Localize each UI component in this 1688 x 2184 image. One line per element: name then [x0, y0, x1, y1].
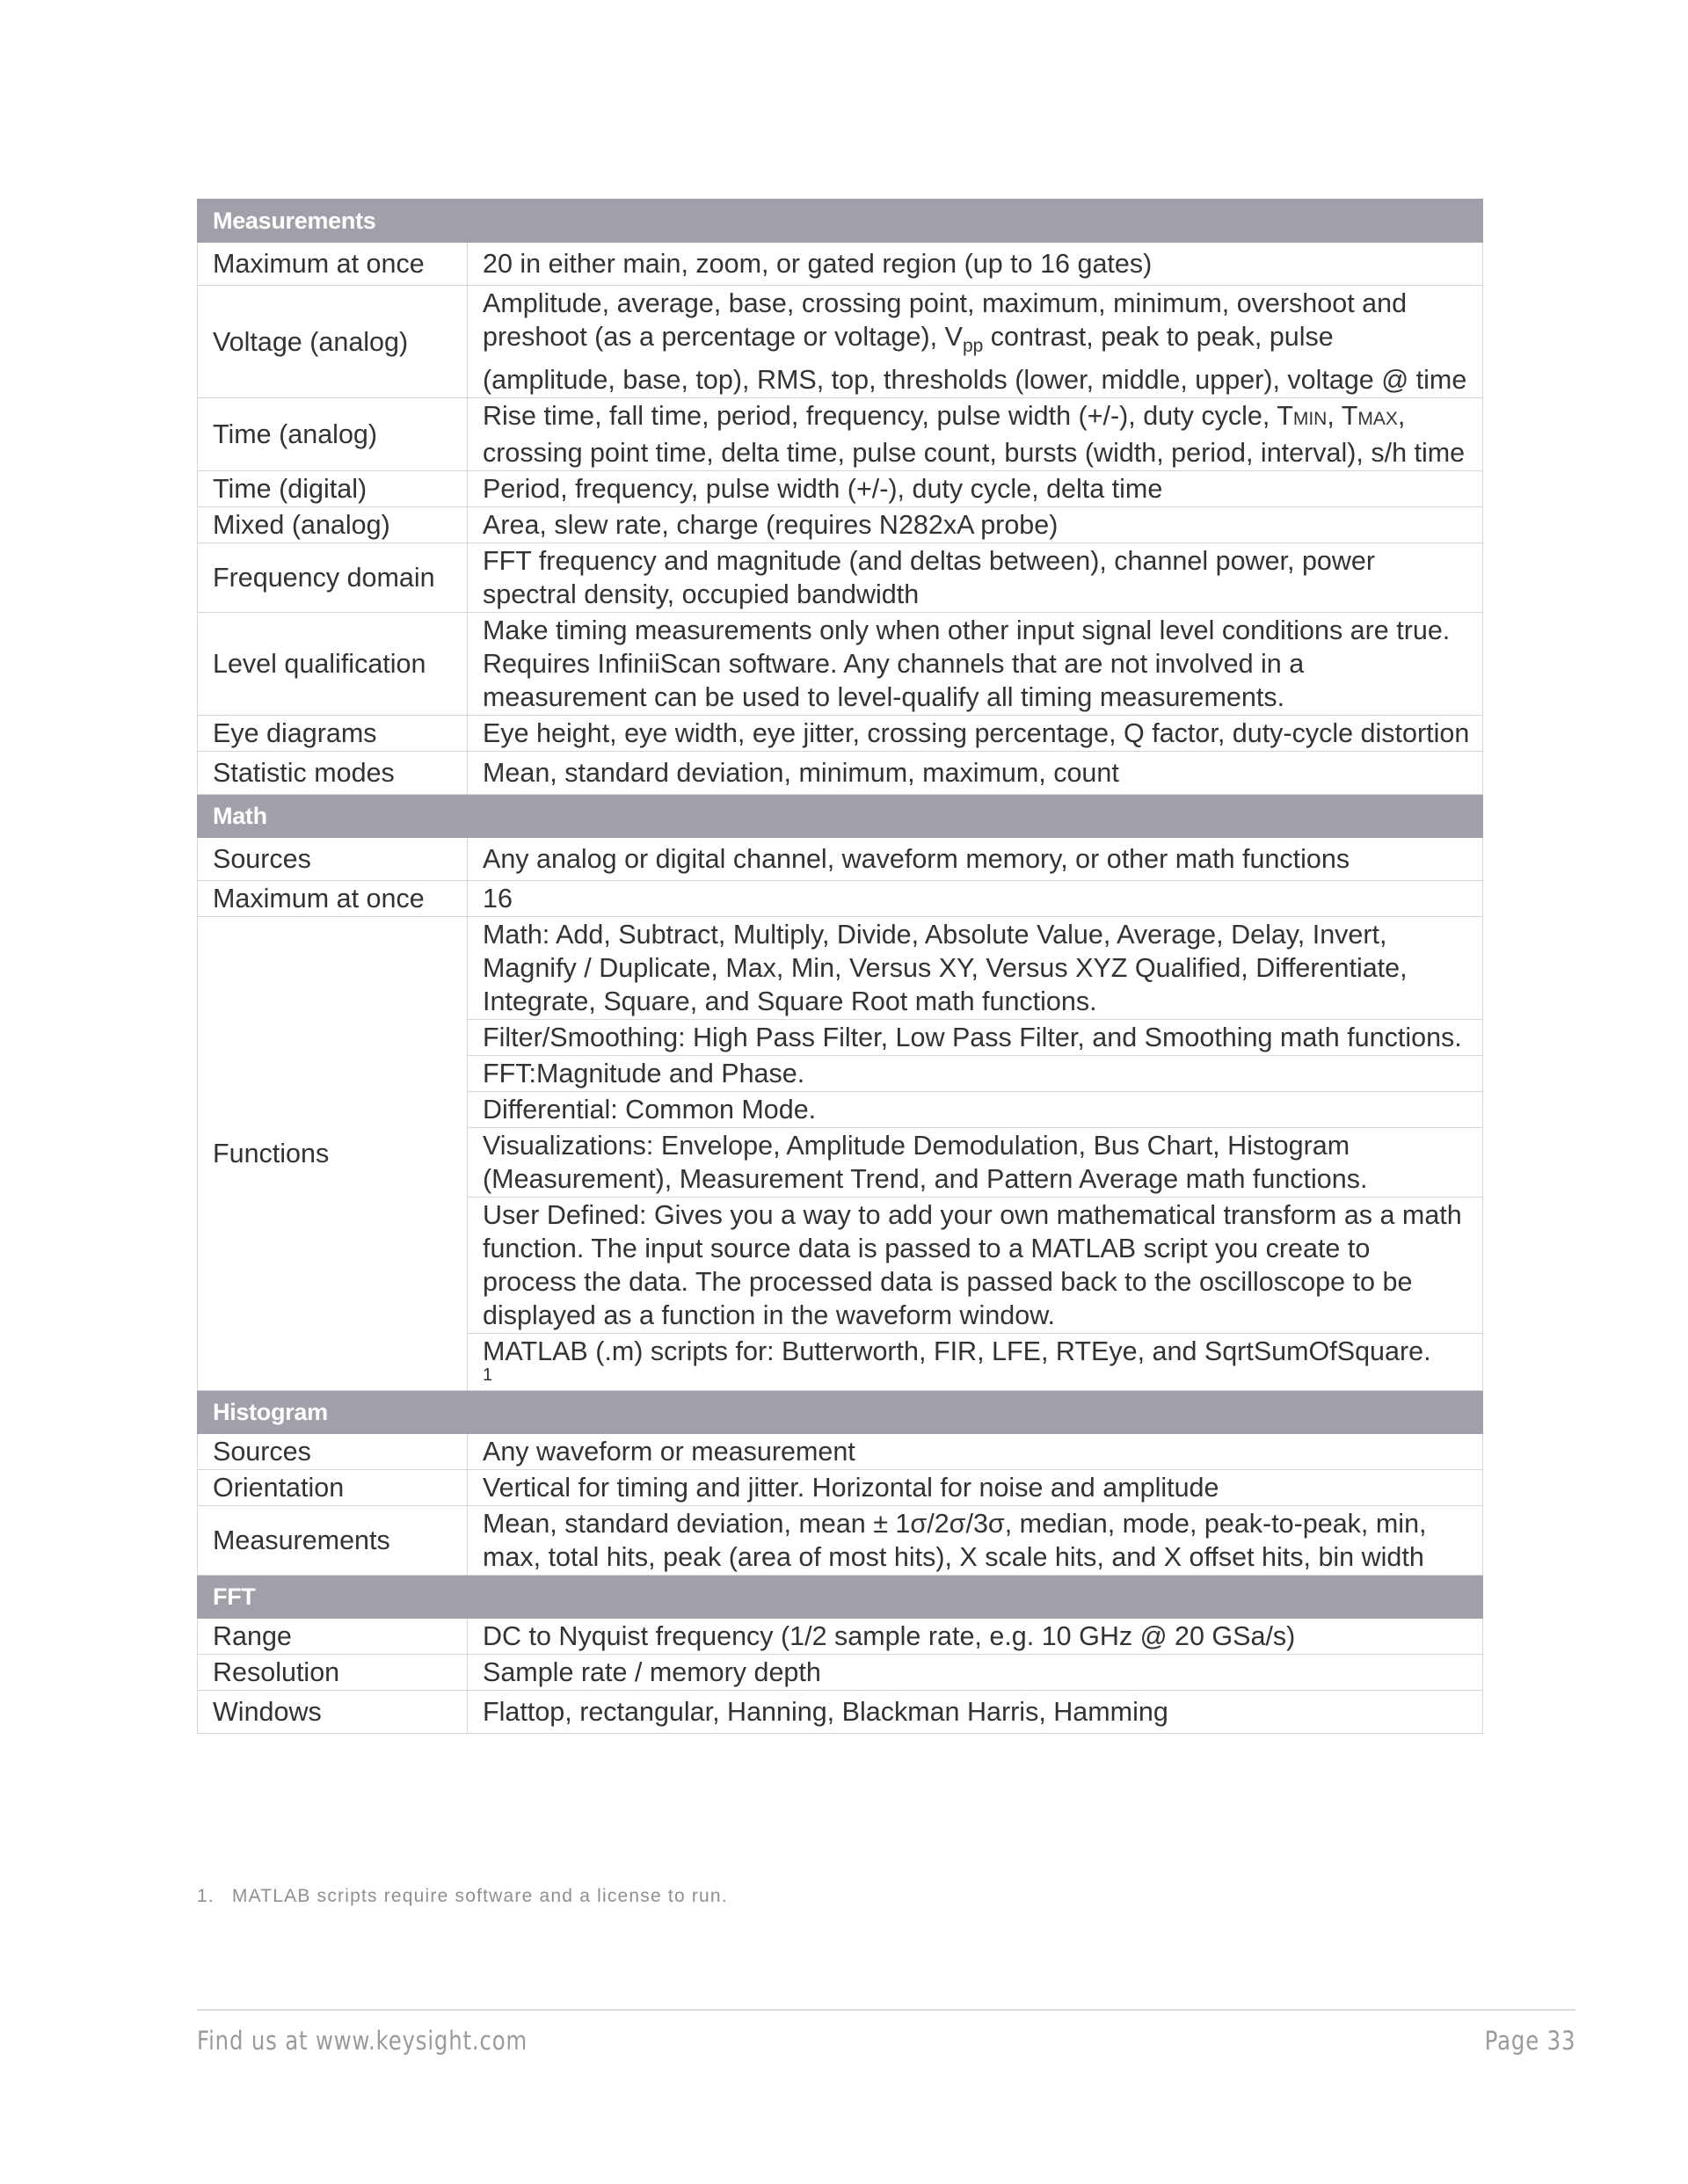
row-label: Resolution — [198, 1655, 468, 1691]
footnote — [197, 1886, 728, 1907]
footer-divider — [197, 2009, 1575, 2011]
section-header-math — [198, 795, 1483, 838]
footnote-number: 1. — [197, 1886, 215, 1906]
subscript-max: MAX — [1357, 409, 1398, 430]
row-label: Windows — [198, 1691, 468, 1734]
subscript-min: MIN — [1292, 409, 1328, 430]
table-row — [198, 716, 1483, 752]
row-value: Vertical for timing and jitter. Horizontal for noise and amplitude — [468, 1470, 1483, 1506]
value-text: contrast, peak to peak, pulse (amplitude, base, top), RMS, top, thresholds (lower, middle, upper), voltage @ time — [483, 322, 1467, 396]
row-label: Time (digital) — [198, 471, 468, 507]
function-item: Filter/Smoothing: High Pass Filter, Low Pass Filter, and Smoothing math functions. — [468, 1020, 1483, 1056]
function-item: FFT:Magnitude and Phase. — [468, 1056, 1483, 1092]
specifications-table — [197, 199, 1483, 1734]
section-header-histogram — [198, 1391, 1483, 1434]
section-header-measurements — [198, 200, 1483, 243]
row-label: Measurements — [198, 1506, 468, 1576]
function-item: Math: Add, Subtract, Multiply, Divide, Absolute Value, Average, Delay, Invert, Magnify / Duplicate, Max, Min, Versus XY, Versus XYZ Qualified, Differentiate, Integrate, Square, and Square Root math functions. — [468, 917, 1483, 1020]
row-label: Level qualification — [198, 613, 468, 716]
row-value: Any analog or digital channel, waveform memory, or other math functions — [468, 838, 1483, 881]
row-value: Mean, standard deviation, mean ± 1σ/2σ/3σ, median, mode, peak-to-peak, min, max, total hits, peak (area of most hits), X scale hits, and X offset hits, bin width — [468, 1506, 1483, 1576]
table-row — [198, 752, 1483, 795]
row-value: 20 in either main, zoom, or gated region (up to 16 gates) — [468, 243, 1483, 286]
row-value: Period, frequency, pulse width (+/-), duty cycle, delta time — [468, 471, 1483, 507]
row-label: Sources — [198, 838, 468, 881]
table-row — [198, 286, 1483, 398]
table-row — [198, 398, 1483, 471]
table-row — [198, 1470, 1483, 1506]
row-label: Mixed (analog) — [198, 507, 468, 543]
row-label: Maximum at once — [198, 881, 468, 917]
row-label: Functions — [198, 917, 468, 1391]
table-row — [198, 1691, 1483, 1734]
function-text: MATLAB (.m) scripts for: Butterworth, FIR, LFE, RTEye, and SqrtSumOfSquare. — [483, 1336, 1431, 1367]
table-row — [198, 838, 1483, 881]
table-row — [198, 507, 1483, 543]
row-label: Orientation — [198, 1470, 468, 1506]
row-value: Mean, standard deviation, minimum, maximum, count — [468, 752, 1483, 795]
table-row — [198, 1619, 1483, 1655]
table-row — [198, 471, 1483, 507]
table-row — [198, 1655, 1483, 1691]
page-number: Page 33 — [1484, 2026, 1575, 2056]
row-value — [468, 286, 1483, 398]
table-row-functions — [198, 917, 1483, 1020]
row-label: Range — [198, 1619, 468, 1655]
row-value: Area, slew rate, charge (requires N282xA probe) — [468, 507, 1483, 543]
row-label: Time (analog) — [198, 398, 468, 471]
table-row — [198, 243, 1483, 286]
section-title: Measurements — [198, 200, 1483, 243]
subscript: pp — [962, 336, 984, 357]
table-row — [198, 543, 1483, 613]
function-item: Differential: Common Mode. — [468, 1092, 1483, 1128]
row-label: Frequency domain — [198, 543, 468, 613]
table-row — [198, 1434, 1483, 1470]
row-value: FFT frequency and magnitude (and deltas between), channel power, power spectral density, occupied bandwidth — [468, 543, 1483, 613]
section-title: Math — [198, 795, 1483, 838]
section-title: FFT — [198, 1576, 1483, 1619]
function-item: Visualizations: Envelope, Amplitude Demodulation, Bus Chart, Histogram (Measurement), Measurement Trend, and Pattern Average math functions. — [468, 1128, 1483, 1198]
row-value: Sample rate / memory depth — [468, 1655, 1483, 1691]
row-value: DC to Nyquist frequency (1/2 sample rate, e.g. 10 GHz @ 20 GSa/s) — [468, 1619, 1483, 1655]
footer-website-link[interactable]: Find us at www.keysight.com — [197, 2026, 528, 2056]
row-value: Flattop, rectangular, Hanning, Blackman Harris, Hamming — [468, 1691, 1483, 1734]
value-text: , T — [1327, 401, 1358, 432]
footnote-text: MATLAB scripts require software and a license to run. — [231, 1886, 728, 1906]
row-label: Voltage (analog) — [198, 286, 468, 398]
value-text: Rise time, fall time, period, frequency, pulse width (+/-), duty cycle, T — [483, 401, 1293, 432]
function-item — [468, 1334, 1483, 1391]
row-value: Make timing measurements only when other input signal level conditions are true. Requires InfiniiScan software. Any channels that are not involved in a measurement can be used to level-qualify all timing measurements. — [468, 613, 1483, 716]
section-header-fft — [198, 1576, 1483, 1619]
row-label: Maximum at once — [198, 243, 468, 286]
row-value — [468, 398, 1483, 471]
row-value: Any waveform or measurement — [468, 1434, 1483, 1470]
row-label: Eye diagrams — [198, 716, 468, 752]
row-label: Sources — [198, 1434, 468, 1470]
table-row — [198, 881, 1483, 917]
section-title: Histogram — [198, 1391, 1483, 1434]
table-row — [198, 1506, 1483, 1576]
footnote-ref: 1 — [483, 1365, 493, 1386]
row-value: 16 — [468, 881, 1483, 917]
value-text: Amplitude, average, base, crossing point, maximum, minimum, overshoot and preshoot (as a percentage or voltage), V — [483, 288, 1408, 352]
value-text: , crossing point time, delta time, pulse count, bursts (width, period, interval), s/h time — [483, 401, 1466, 469]
row-value: Eye height, eye width, eye jitter, crossing percentage, Q factor, duty-cycle distortion — [468, 716, 1483, 752]
table-row — [198, 613, 1483, 716]
function-item: User Defined: Gives you a way to add your own mathematical transform as a math function. The input source data is passed to a MATLAB script you create to process the data. The processed data is passed back to the oscilloscope to be displayed as a function in the waveform window. — [468, 1198, 1483, 1334]
row-label: Statistic modes — [198, 752, 468, 795]
